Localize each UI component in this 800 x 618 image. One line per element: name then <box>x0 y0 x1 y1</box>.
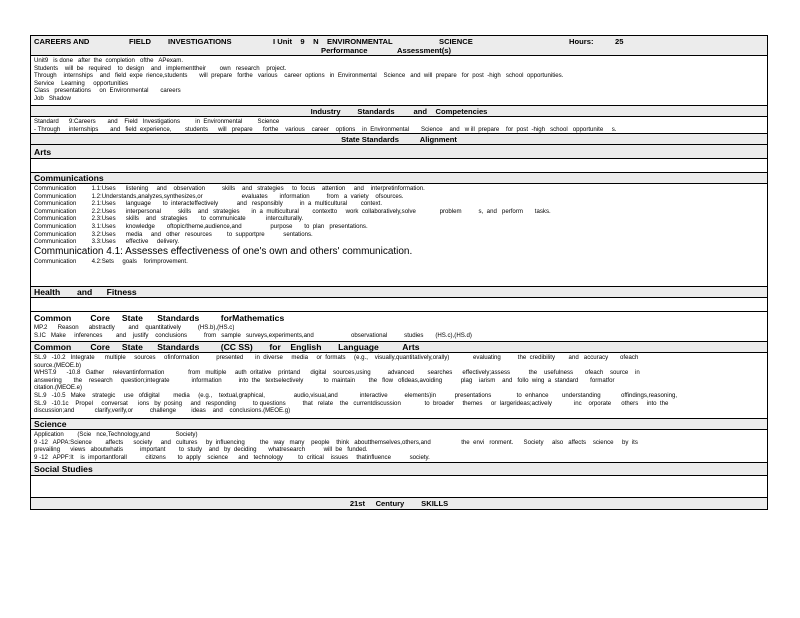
text-line: 9 -12 APPA:Science affects society and cultures by influencing the way many people think aboutthemselves,others,and the envi ronment. Society also affects science by its <box>34 438 638 446</box>
communication-4-1-line: Communication 4.1: Assesses effectiveness of one's own and others' communication. <box>34 245 413 257</box>
assessment-label: Assessment(s) <box>397 46 452 55</box>
arts-body <box>31 159 767 173</box>
text-line: Communication 3.3:Uses effective delivery. <box>34 238 180 246</box>
industry-text <box>31 117 767 134</box>
text-line: Communication 4.2:Sets goals forimprovement. <box>34 257 188 265</box>
science-label: SCIENCE <box>439 37 473 46</box>
text-line: Communication 1.2:Understands,analyzes,synthesizes,or evaluates information from a variety ofsources. <box>34 192 404 200</box>
text-line: answering the research question;integrate information into the textselectively to maintain the flow ofideas,avoiding plag iarism and follo wing a standard formatfor <box>34 376 615 384</box>
text-line: Communication 3.2:Uses media and other resources to supportpre sentations. <box>34 230 313 238</box>
title-field: FIELD <box>129 37 151 46</box>
text-line: Communication 2.1:Uses language to interacteffectively and responsibly in a multicultural context. <box>34 200 383 208</box>
text-line: MP.2 Reason abstractly and quantitatively (HS.b),(HS.c) <box>34 324 235 331</box>
ela-heading: Common Core State Standards (CC SS) for English Language Arts <box>31 342 767 353</box>
title-investigations: INVESTIGATIONS <box>168 37 232 46</box>
text-line: Communication 3.1:Uses knowledge oftopic/theme,audience,and purpose to plan presentations. <box>34 222 368 230</box>
communications-heading: Communications <box>31 173 767 184</box>
unit-label: I Unit 9 N ENVIRONMENTAL <box>273 37 393 46</box>
text-line: Unit9 is done after the completion ofthe APexam. <box>34 57 184 64</box>
text-line: - Through internships and field experience, students will prepare forthe various career options in Environmental Science and w ill prepare for post -high school opportunite s. <box>34 125 617 133</box>
text-line: discussion;and clarify,verify,or challenge ideas and conclusions.(MEOE.g) <box>34 407 291 415</box>
text-line: SL.9 -10.2 Integrate multiple sources ofinformation presented in diverse media or formats (e.g., visually,quantitatively,orally) evaluating the credibility and accuracy ofeach <box>34 354 639 361</box>
performance-label: Performance <box>321 46 368 55</box>
hours-label: Hours: <box>569 37 594 46</box>
title-left: CAREERS AND <box>34 37 90 46</box>
21st-century-skills-heading: 21st Century SKILLS <box>31 498 767 509</box>
text-line: Job Shadow <box>34 94 71 102</box>
math-section <box>31 312 767 342</box>
state-standards-heading: State Standards Alignment <box>31 134 767 145</box>
text-line: Application (Scie nce,Technology,and Society) <box>34 431 198 438</box>
text-line: WHST.9 -10.8 Gather relevantinformation from multiple auth oritative printand digital sources,using advanced searches effectively;assess the usefulness ofeach source in <box>34 369 640 377</box>
text-line: Class presentations on Environmental careers <box>34 87 181 95</box>
text-line: S.IC Make inferences and justify conclusions from sample surveys,experiments,and observational studies (HS.c),(HS.d) <box>34 331 472 339</box>
text-line: SL.9 -10.1c Propel conversat ions by posing and responding to questions that relate the currentdiscussion to broader themes or largerideas;actively inc orporate others into the <box>34 399 669 407</box>
text-line: citation.(MEOE.e) <box>34 384 83 392</box>
communications-body <box>31 184 767 287</box>
science-heading: Science <box>31 419 767 430</box>
text-line: Communication 1.1:Uses listening and observation skills and strategies to focus attention and interpretinformation. <box>34 185 425 192</box>
health-fitness-body <box>31 298 767 312</box>
hours-value: 25 <box>615 37 624 46</box>
text-line: Standard 9:Careers and Field Investigations in Environmental Science <box>34 118 280 125</box>
text-line: 9 -12 APPF:It is importantforall citizens to apply science and technology to critical issues thatinfluence society. <box>34 453 430 461</box>
health-fitness-heading: Health and Fitness <box>31 287 767 298</box>
science-body <box>31 430 767 463</box>
text-line: Communication 2.2:Uses interpersonal skills and strategies in a multicultural contextto work collaboratively,solve problem s, and perform tasks. <box>34 207 551 215</box>
arts-heading: Arts <box>31 145 767 159</box>
text-line: SL.9 -10.5 Make strategic use ofdigital media (e.g., textual,graphical, audio,visual,and interactive elements)in presentations to enhance understanding offindings,reasoning, <box>34 391 678 399</box>
math-heading: Common Core State Standards forMathematics <box>34 313 285 323</box>
unit-plan-table <box>30 35 768 510</box>
text-line: Service Learning opportunities <box>34 79 129 87</box>
text-line: Through internships and field expe rience,students will prepare forthe various career options in Environmental Science and will prepare for post -high school opportunities. <box>34 72 564 80</box>
social-studies-heading: Social Studies <box>31 463 767 476</box>
text-line: Students will be required to design and implementtheir own research project. <box>34 64 287 72</box>
text-line: Communication 2.3:Uses skills and strategies to communicate interculturally. <box>34 215 304 223</box>
industry-standards-heading: Industry Standards and Competencies <box>31 106 767 117</box>
text-line: prevailing views aboutwhatis important to study and by deciding whatresearch will be funded. <box>34 446 368 454</box>
assessment-text <box>31 56 767 106</box>
ela-body <box>31 353 767 419</box>
social-studies-body <box>31 476 767 498</box>
text-line: source.(MEOE.b) <box>34 361 82 369</box>
header-row <box>31 36 767 56</box>
